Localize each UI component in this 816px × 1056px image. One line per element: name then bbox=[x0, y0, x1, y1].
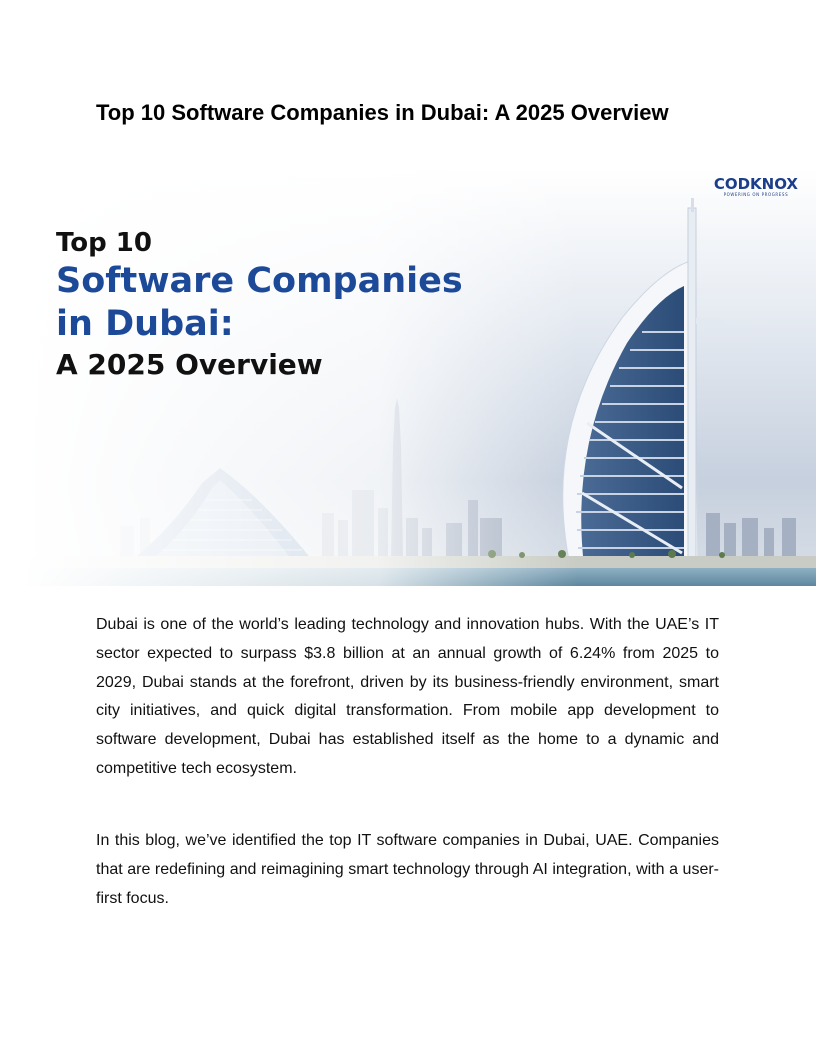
hero-banner bbox=[22, 168, 816, 586]
banner-heading-line4: A 2025 Overview bbox=[56, 348, 323, 381]
banner-heading-line2: Software Companies bbox=[56, 261, 463, 301]
banner-heading-line3: in Dubai: bbox=[56, 304, 234, 344]
banner-heading bbox=[56, 226, 463, 384]
page-title: Top 10 Software Companies in Dubai: A 2025 Overview bbox=[96, 100, 669, 125]
banner-heading-line1: Top 10 bbox=[56, 228, 152, 258]
company-logo bbox=[714, 176, 798, 198]
intro-paragraph: Dubai is one of the world’s leading technology and innovation hubs. With the UAE’s IT sector expected to surpass $3.8 billion at an annual growth of 6.24% from 2025 to 2029, Dubai stands at the forefront, driven by its business-friendly environment, smart city initiatives, and quick digital transformation. From mobile app development to software development, Dubai has established itself as the home to a dynamic and competitive tech ecosystem. bbox=[96, 616, 719, 777]
logo-tagline: POWERING ON PROGRESS bbox=[723, 192, 789, 197]
blog-scope-paragraph: In this blog, we’ve identified the top IT software companies in Dubai, UAE. Companies that are redefining and reimagining smart technology through AI integration, with a user-first focus. bbox=[96, 832, 719, 907]
logo-wordmark: CODKNOX bbox=[713, 175, 798, 193]
